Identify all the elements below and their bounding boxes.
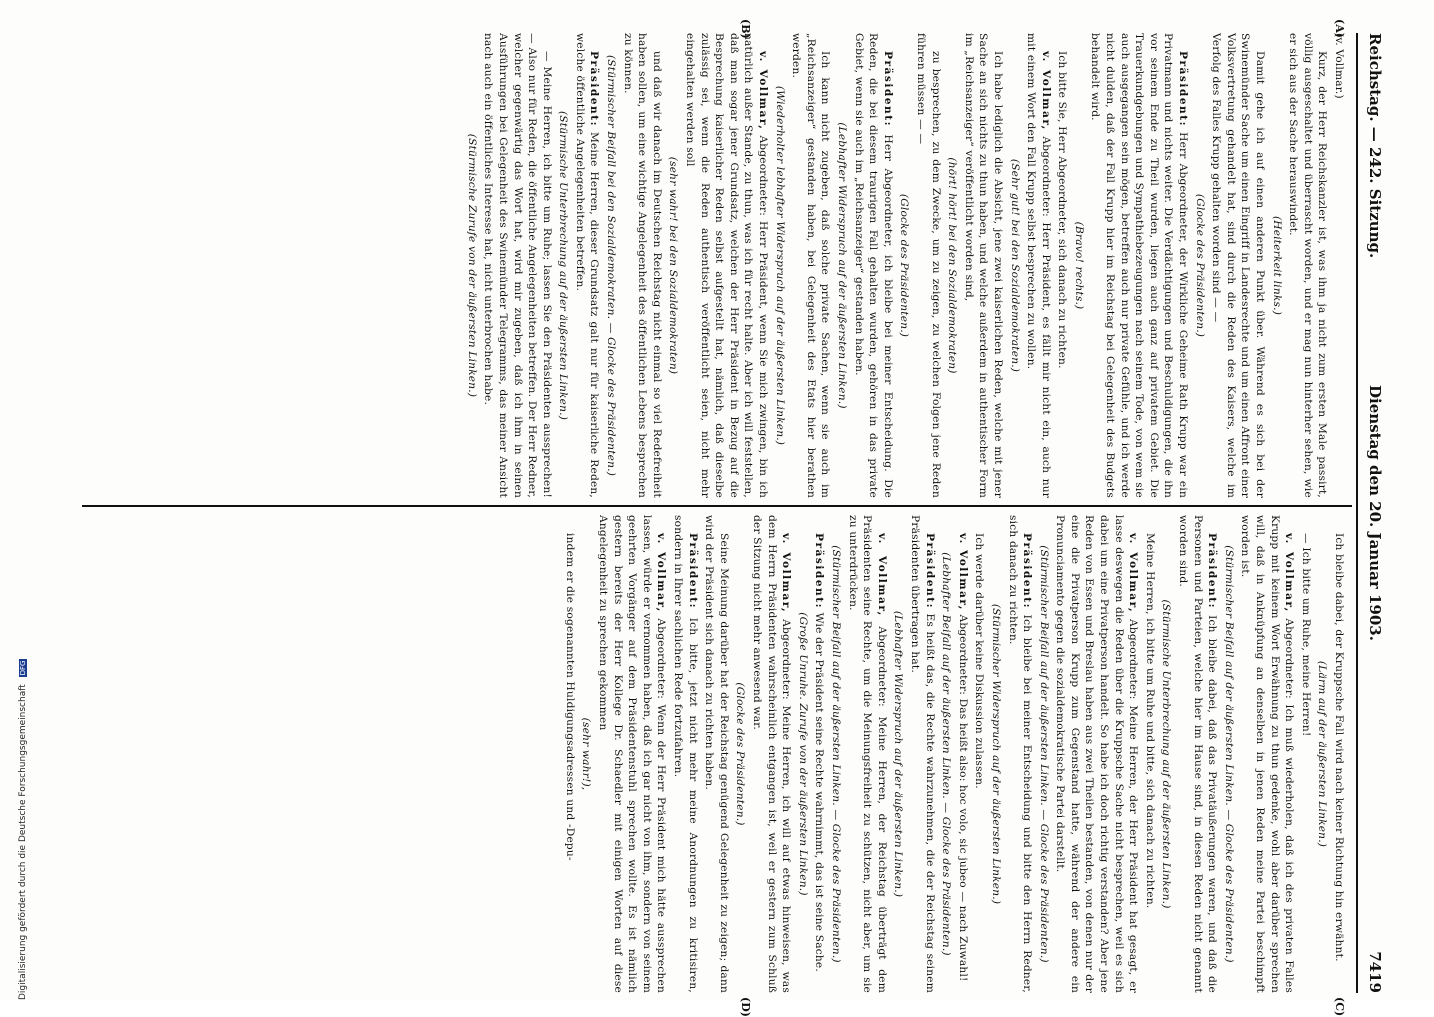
stage-direction: (Lebhafter Widerspruch auf der äußersten Linken.) <box>892 610 905 898</box>
stage-direction: (Stürmischer Beifall auf der äußersten Linken. — Glocke des Präsidenten.) <box>830 545 842 963</box>
page-number: 7419 <box>1366 951 1384 993</box>
stage-direction: (Stürmischer Beifall auf der äußersten Linken. — Glocke des Präsidenten.) <box>1037 545 1050 963</box>
paragraph: Präsident: Ich bleibe bei meiner Entscheidung und bitte den Herrn Redner, sich danach zu richten. <box>1006 515 1034 993</box>
paragraph: — Meine Herren, ich bitte um Ruhe; lassen Sie den Präsidenten aussprechen! — Also nur für Reden, die öffentliche Angelegenheiten betreffen. Der Herr Redner, welcher gegenwärtig das Wort hat, wird mir zugeben, daß ich ihm in seinen Ausführungen bei Gelegenheit des Swinemünder Telegramms, das meiner Ansicht nach auch ein öffentliches Interesse hat, nicht unterbrochen habe. <box>482 33 553 498</box>
stage-direction: (sehr wahr!), <box>580 717 593 791</box>
column-divider <box>82 505 1352 507</box>
digitization-credit: Digitalisierung gefördert durch die Deutsche Forschungsgemeinschaft <box>18 684 28 1000</box>
speaker-name: Präsident: <box>923 533 936 610</box>
speaker-name: Präsident: <box>881 51 894 128</box>
margin-mark-d: (D) <box>739 997 752 1017</box>
paragraph: Ich kann nicht zugeben, daß solche private Sachen, wenn sie auch im „Reichsanzeiger“ gestanden haben, bei Gelegenheit des Etats hier berathen werden. <box>790 33 832 498</box>
stage-direction: (Sehr gut! bei den Sozialdemokraten.) <box>1008 158 1021 373</box>
speaker-name: v. Vollmar, <box>1039 51 1052 131</box>
stage-direction: (Heiterkeit links.) <box>1270 215 1283 316</box>
margin-mark-a: (A) <box>1333 19 1346 38</box>
stage-direction: (Stürmische Zurufe von der äußersten Linken.) <box>465 133 478 398</box>
stage-direction: (Glocke des Präsidenten.) <box>1193 193 1206 338</box>
paragraph: Kurz, der Herr Reichskanzler ist, was ihm ja nicht zum ersten Male passirt, völlig ausgeschaltet und überrascht worden, und er mag nun hinterher sehen, wie er sich aus der Sache herauswindet. <box>1287 33 1329 498</box>
paragraph: Seine Meinung darüber hat der Reichstag genügend Gelegenheit zu zeigen; dann wird der Präsident sich danach zu richten haben. <box>703 515 730 993</box>
paragraph: Damit gehe ich auf einen anderen Punkt über. Während es sich bei der Swinemünder Sache um einen Eingriff in Landesrechte und um einen Affront einer Volksvertretung gehandelt hat, sind durch die Reden des Kaisers, welche im Verfolg des Falles Krupp gehalten worden sind — — <box>1210 33 1267 498</box>
stage-direction: (Große Unruhe. Zurufe von der äußersten Linken.) <box>796 612 809 896</box>
stage-direction: (Lärm auf der äußersten Linken.) <box>1316 660 1329 848</box>
speaker-name: v. Vollmar, <box>655 533 668 613</box>
speaker-name: v. Vollmar, <box>1283 533 1296 613</box>
footer <box>6 40 28 1000</box>
stage-direction: (Stürmischer Beifall auf der äußersten Linken. — Glocke des Präsidenten.) <box>1222 545 1235 963</box>
stage-direction: (hört! hört! bei den Sozialdemokraten) <box>946 157 959 374</box>
footer-text-wrap <box>18 50 28 1000</box>
speaker-name: Präsident: <box>588 51 601 128</box>
paragraph: v. Vollmar, Abgeordneter: Meine Herren, der Herr Präsident hat gesagt, er lasse deswegen die Reden über die Kruppsche Sache nicht besprechen, weil es sich dabei um eine Privatperson handelt. So habe ich doch richtig verstanden? Aber jene Reden von Essen und Breslau haben aus zwei Theilen bestanden, von denen nur der eine die Privatperson Krupp zum Gegenstand hatte, während der andere ein Pronunciamento gegen die sozialdemokratische Partei darstellt. <box>1054 515 1140 994</box>
paragraph: v. Vollmar, Abgeordneter: Herr Präsident, es fällt mir nicht ein, auch nur mit einem Wort den Fall Krupp selbst besprechen zu wollen. <box>1025 33 1052 498</box>
speaker-name: Präsident: <box>813 533 826 610</box>
paragraph: Ich bitte Sie, Herr Abgeordneter, sich danach zu richten. <box>1056 51 1069 369</box>
paragraph: Präsident: Herr Abgeordneter, der Wirkliche Geheime Rath Krupp war ein Privatmann und nichts weiter. Die Verdächtigungen und Beschuldigungen, die ihn vor seinem Ende zu Theil wurden, liegen auch ganz auf privatem Gebiet. Die Trauerkundgebungen und Sympathiebezeugungen nach seinem Tode, von wem sie auch ausgegangen sein mögen, betreffen auch nur private Gefühle, und ich werde nicht dulden, daß der Fall Krupp hier im Reichstag bei Gelegenheit des Budgets behandelt wird. <box>1089 33 1190 498</box>
stage-direction: (Glocke des Präsidenten.) <box>734 682 747 826</box>
paragraph: Präsident: Es heißt das, die Rechte wahrzunehmen, die der Reichstag seinem Präsidenten übertragen hat. <box>908 515 936 993</box>
stage-direction: (Stürmischer Widerspruch auf der äußersten Linken.) <box>989 603 1002 905</box>
paragraph: v. Vollmar, Abgeordneter: Wenn der Herr Präsident mich hätte aussprechen lassen, würde er vernommen haben, daß ich gar nicht von ihm, sondern von seinem geehrten Vorgänger auf dem Präsidentenstuhl sprechen wollte. Es ist nämlich gestern bereits der Herr Kollege Dr. Schaedler mit einigen Worten auf diese Angelegenheit zu sprechen gekommen <box>597 515 668 993</box>
paragraph: Ich bleibe dabei, der Kruppsche Fall wird nach keiner Richtung hin erwähnt. <box>1333 533 1345 962</box>
paragraph: Präsident: Meine Herren, dieser Grundsatz galt nur für kaiserliche Reden, welche öffentliche Angelegenheiten betreffen. <box>573 33 601 498</box>
paragraph: Ich habe lediglich die Absicht, jene zwei kaiserlichen Reden, welche mit jener Sache an sich nichts zu thun haben, und welche außerdem in authentischer Form im „Reichsanzeiger“ veröffentlicht worden sind, <box>962 33 1004 498</box>
paragraph: zu besprechen, zu dem Zwecke, um zu zeigen, zu welchen Folgen jene Reden führen müssen — — <box>914 33 942 498</box>
rotated-page-content <box>92 15 1392 1015</box>
paragraph: Präsident: Wie der Präsident seine Rechte wahrnimmt, das ist seine Sache. <box>813 533 826 972</box>
speaker-name: v. Vollmar, <box>875 533 888 617</box>
speaker-name: v. Vollmar, <box>780 533 793 614</box>
speaker-name: v. Vollmar, <box>1127 533 1140 614</box>
header-date: Dienstag den 20. Januar 1903. <box>1366 385 1384 641</box>
stage-direction: (Stürmische Unterbrechung auf der äußersten Linken.) <box>1160 599 1173 909</box>
stage-direction: (Wiederholter lebhafter Widerspruch auf der äußersten Linken.) <box>773 85 786 446</box>
stage-direction: (Lebhafter Beifall auf der äußersten Linken. — Glocke des Präsidenten.) <box>940 552 953 956</box>
speaker-name: Präsident: <box>686 533 699 610</box>
paragraph: (v. Vollmar.) <box>1333 33 1345 99</box>
right-column <box>560 515 1346 993</box>
paragraph: v. Vollmar, Abgeordneter: Herr Präsident, wenn Sie mich zwingen, bin ich natürlich außer Stande, zu thun, was ich für recht halte. Aber ich will feststellen, daß man sogar jener Grundsatz, welchen der Herr Präsident in Bezug auf die Besprechung kaiserlicher Reden selbst aufgestellt hat, nämlich, daß dieselbe zulässig sei, wenn die Reden authentisch veröffentlicht seien, nicht mehr eingehalten werden soll <box>684 33 770 498</box>
paragraph: indem er die sogenannten Huldigungsadressen und -Depu- <box>563 533 576 861</box>
stage-direction: (sehr wahr! bei den Sozialdemokraten) <box>667 156 680 375</box>
paragraph: Präsident: Ich bitte, jetzt nicht mehr meine Anordnungen zu kritisiren, sondern in Ihrer sachlichen Rede fortzufahren. <box>672 515 699 993</box>
paragraph: v. Vollmar, Abgeordneter: Meine Herren, ich will auf etwas hinweisen, was dem Herrn Präsidenten wahrscheinlich entgangen ist, weil er gestern zum Schluß der Sitzung nicht mehr anwesend war. <box>751 515 793 993</box>
margin-mark-c: (C) <box>1333 997 1346 1017</box>
speaker-name: Präsident: <box>1177 51 1190 128</box>
paragraph: und daß wir danach im Deutschen Reichstag nicht einmal so viel Redefreiheit haben sollen, um eine wichtige Angelegenheit des öffentlichen Lebens besprechen zu können. <box>621 33 663 498</box>
speaker-name: v. Vollmar, <box>757 51 770 131</box>
paragraph: Präsident: Ich bleibe dabei, daß das Privatäußerungen waren, und daß die Personen und Parteien, welche hier im Hause sind, in diesen Reden nicht genannt worden sind. <box>1177 515 1219 993</box>
stage-direction: (Lebhafter Widerspruch auf der äußersten Linken.) <box>836 122 848 409</box>
paragraph: v. Vollmar, Abgeordneter: Das heißt also: hoc volo, sic jubeo — nach Zuwahl! <box>956 533 969 982</box>
stage-direction: (Glocke des Präsidenten.) <box>898 193 911 338</box>
speaker-name: v. Vollmar, <box>956 533 969 611</box>
left-column <box>462 33 1346 498</box>
paragraph: v. Vollmar, Abgeordneter: Meine Herren, der Reichstag überträgt dem Präsidenten seine Rechte, um die Meinungsfreiheit zu schützen, nicht aber, um sie zu unterdrücken. <box>846 515 888 993</box>
page-header <box>1356 33 1392 993</box>
stage-direction: (Stürmischer Beifall bei den Sozialdemokraten. — Glocke des Präsidenten.) <box>605 54 618 477</box>
paragraph: — Ich bitte um Ruhe, meine Herren! <box>1299 533 1312 737</box>
paragraph: Präsident: Herr Abgeordneter, ich bleibe bei meiner Entscheidung. Die Reden, die bei diesem traurigen Fall gehalten wurden, gehören in das private Gebiet, wenn sie auch im „Reichsanzeiger“ gestanden haben. <box>852 33 894 498</box>
paragraph: Meine Herren, ich bitte um Ruhe und bitte, sich danach zu richten. <box>1143 533 1156 909</box>
stage-direction: (Bravo! rechts.) <box>1072 221 1085 310</box>
header-left: Reichstag. — 242. Sitzung. <box>1366 33 1384 259</box>
speaker-name: Präsident: <box>1021 533 1034 610</box>
stage-direction: (Stürmische Unterbrechung auf der äußersten Linken.) <box>557 110 570 421</box>
margin-mark-b: (B) <box>739 19 752 39</box>
paragraph: v. Vollmar, Abgeordneter: Ich muß wiederholen, daß ich des privaten Falles Krupp mit keinem Wort Erwähnung zu thun gedenke, wohl aber darüber sprechen will, daß in Anknüpfung an denselben in jenen Reden meine Partei beschimpft worden ist. <box>1239 515 1296 993</box>
speaker-name: Präsident: <box>1206 533 1219 610</box>
dfg-logo: DFG <box>19 660 27 676</box>
paragraph: Ich werde darüber keine Diskussion zulassen. <box>973 533 986 789</box>
